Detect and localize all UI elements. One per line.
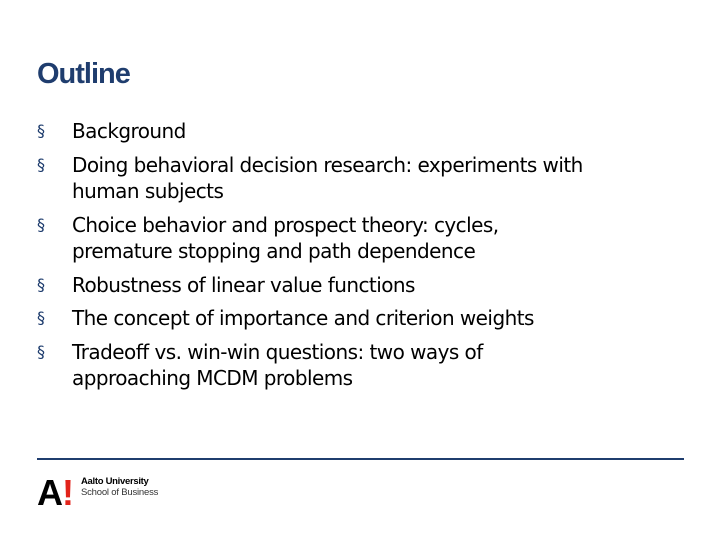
logo-wordmark (81, 476, 158, 498)
outline-item-prospect-theory (37, 212, 697, 265)
bullet-marker: § (37, 274, 45, 294)
outline-item-robustness (37, 272, 697, 299)
bullet-marker: § (37, 308, 45, 327)
outline-item-text: Robustness of linear value functions (72, 272, 415, 297)
bullet-marker: § (37, 121, 45, 140)
logo-letter-a: A (37, 474, 63, 508)
footer-divider (37, 458, 684, 460)
outline-item-importance (37, 305, 697, 332)
outline-item-text-cont: premature stopping and path dependence (72, 239, 476, 263)
outline-item-background (37, 118, 697, 145)
outline-item-experiments (37, 152, 697, 205)
bullet-marker: § (37, 214, 45, 234)
outline-item-text: Background (72, 119, 186, 143)
bullet-marker: § (37, 341, 45, 361)
logo-school-name: School of Business (81, 487, 159, 498)
slide-title: Outline (37, 58, 130, 90)
outline-item-tradeoff (37, 339, 697, 392)
outline-item-text: The concept of importance and criterion weights (72, 306, 534, 330)
logo-exclamation: ! (62, 474, 74, 508)
outline-item-text-cont: human subjects (72, 179, 224, 203)
outline-item-text: Doing behavioral decision research: experiments with (72, 152, 583, 177)
outline-list (37, 118, 697, 399)
bullet-marker: § (37, 154, 45, 174)
aalto-logo (37, 474, 177, 508)
outline-item-text: Choice behavior and prospect theory: cycles, (72, 212, 499, 237)
aalto-logo-mark (37, 474, 77, 508)
outline-item-text-cont: approaching MCDM problems (72, 366, 353, 390)
outline-item-text: Tradeoff vs. win-win questions: two ways of (72, 339, 483, 364)
logo-university-name: Aalto University (81, 476, 149, 487)
